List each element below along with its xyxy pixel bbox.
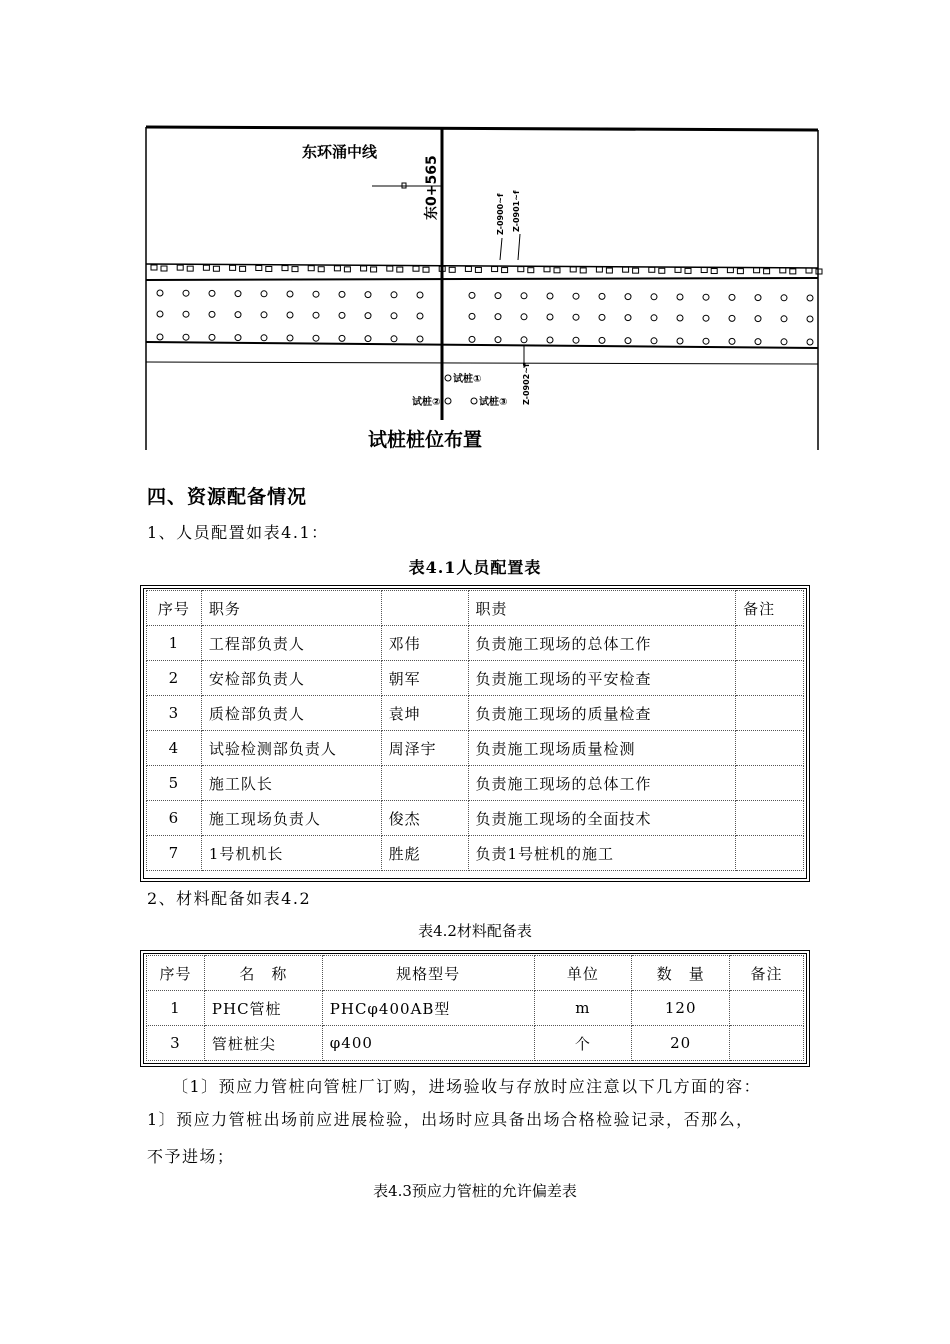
pile-circle-marker xyxy=(651,338,657,344)
pile-circle-marker xyxy=(729,294,735,300)
pile-circle-marker xyxy=(157,311,163,317)
table-cell xyxy=(736,626,804,661)
table3-caption: 表4.3预应力管桩的允许偏差表 xyxy=(373,1182,577,1200)
table-cell: 1 xyxy=(147,626,202,661)
pile-square-marker xyxy=(711,269,717,274)
pile-square-marker xyxy=(475,267,481,272)
pile-circle-marker xyxy=(417,313,423,319)
table-cell xyxy=(736,731,804,766)
pile-square-marker xyxy=(727,268,733,273)
pile-circle-marker xyxy=(703,338,709,344)
pile-circle-marker xyxy=(261,291,267,297)
table-row xyxy=(147,766,804,801)
table-cell: φ400 xyxy=(322,1026,534,1061)
pile-circle-marker xyxy=(365,292,371,298)
pile-markers xyxy=(151,265,822,345)
table-row xyxy=(147,1026,804,1061)
pile-square-marker xyxy=(387,266,393,271)
table-cell xyxy=(730,1026,804,1061)
pile-square-marker xyxy=(256,265,262,270)
table-cell: 4 xyxy=(147,731,202,766)
pile-circle-marker xyxy=(339,291,345,297)
pile-circle-marker xyxy=(755,339,761,345)
pile-square-marker xyxy=(292,267,298,272)
pile-square-marker xyxy=(737,269,743,274)
pile-circle-marker xyxy=(729,315,735,321)
label-leader-1 xyxy=(500,238,502,260)
pile-circle-marker xyxy=(599,293,605,299)
table-cell: 负责施工现场的总体工作 xyxy=(468,766,736,801)
pile-circle-marker xyxy=(677,315,683,321)
pile-square-marker xyxy=(816,269,822,274)
pile-circle-marker xyxy=(521,314,527,320)
pile-circle-marker xyxy=(183,334,189,340)
pile-circle-marker xyxy=(209,290,215,296)
pile-circle-marker xyxy=(495,293,501,299)
pile-circle-marker xyxy=(417,292,423,298)
pile-square-marker xyxy=(518,267,524,272)
table-cell xyxy=(736,766,804,801)
table2-header-cell: 序号 xyxy=(147,956,205,991)
pile-circle-marker xyxy=(729,338,735,344)
pile-square-marker xyxy=(764,269,770,274)
pile-square-marker xyxy=(606,268,612,273)
pile-square-marker xyxy=(449,267,455,272)
pile-circle-marker xyxy=(339,335,345,341)
pile-square-marker xyxy=(570,267,576,272)
pile-square-marker xyxy=(623,267,629,272)
pile-square-marker xyxy=(685,268,691,273)
pile-circle-marker xyxy=(677,338,683,344)
pile-circle-marker xyxy=(781,339,787,345)
table-row xyxy=(147,991,804,1026)
pile-square-marker xyxy=(308,266,314,271)
pile-circle-marker xyxy=(573,337,579,343)
pile-square-marker xyxy=(465,266,471,271)
band-line-top xyxy=(146,264,818,268)
pile-circle-marker xyxy=(547,337,553,343)
pile-square-marker xyxy=(151,265,157,270)
table-row xyxy=(147,731,804,766)
pile-circle-marker xyxy=(599,337,605,343)
pile-circle-marker xyxy=(157,334,163,340)
test-pile-2-marker xyxy=(445,398,451,404)
pile-circle-marker xyxy=(599,314,605,320)
test-pile-1-marker xyxy=(445,375,451,381)
pile-circle-marker xyxy=(183,311,189,317)
pile-circle-marker xyxy=(781,316,787,322)
pile-circle-marker xyxy=(521,293,527,299)
pile-square-marker xyxy=(790,269,796,274)
pile-circle-marker xyxy=(469,292,475,298)
pile-square-marker xyxy=(701,268,707,273)
table-cell xyxy=(736,696,804,731)
pile-square-marker xyxy=(675,267,681,272)
table-cell: 朝军 xyxy=(381,661,468,696)
pile-circle-marker xyxy=(807,295,813,301)
station-label: 东0+565 xyxy=(424,155,440,220)
pile-circle-marker xyxy=(235,291,241,297)
pile-square-marker xyxy=(230,265,236,270)
pile-circle-marker xyxy=(391,313,397,319)
table-cell: 负责施工现场的全面技术 xyxy=(468,801,736,836)
pile-circle-marker xyxy=(677,294,683,300)
pile-square-marker xyxy=(649,267,655,272)
para-inspection-cont: 不予进场； xyxy=(147,1147,235,1166)
pile-circle-marker xyxy=(625,338,631,344)
para-material: 2、材料配备如表4.2 xyxy=(147,889,312,908)
pile-circle-marker xyxy=(391,292,397,298)
table-cell: 负责1号桩机的施工 xyxy=(468,836,736,871)
pile-square-marker xyxy=(528,268,534,273)
pile-circle-marker xyxy=(755,295,761,301)
label-top-2: Z-0901~f xyxy=(512,190,521,232)
table-cell: 6 xyxy=(147,801,202,836)
pile-circle-marker xyxy=(495,314,501,320)
pile-circle-marker xyxy=(209,334,215,340)
pile-circle-marker xyxy=(703,315,709,321)
pile-circle-marker xyxy=(417,336,423,342)
pile-circle-marker xyxy=(339,312,345,318)
pile-circle-marker xyxy=(625,294,631,300)
pile-circle-marker xyxy=(287,291,293,297)
pile-circle-marker xyxy=(573,293,579,299)
pile-square-marker xyxy=(780,268,786,273)
table-cell: 管桩桩尖 xyxy=(204,1026,322,1061)
drawing-title: 试桩桩位布置 xyxy=(368,429,483,451)
table-cell: 1号机机长 xyxy=(201,836,381,871)
test-pile-2-label: 试桩② xyxy=(412,397,441,408)
pile-circle-marker xyxy=(209,311,215,317)
pile-circle-marker xyxy=(365,336,371,342)
pile-square-marker xyxy=(334,266,340,271)
pile-square-marker xyxy=(361,266,367,271)
table-cell: 施工队长 xyxy=(201,766,381,801)
pile-layout-drawing xyxy=(140,120,830,455)
pile-square-marker xyxy=(397,267,403,272)
pile-square-marker xyxy=(806,268,812,273)
table2-header-cell: 规格型号 xyxy=(322,956,534,991)
table-row xyxy=(147,661,804,696)
table-cell: PHCφ400AB型 xyxy=(322,991,534,1026)
table-cell: 1 xyxy=(147,991,205,1026)
table-cell: 负责施工现场的平安检查 xyxy=(468,661,736,696)
pile-square-marker xyxy=(580,268,586,273)
pile-square-marker xyxy=(240,266,246,271)
pile-circle-marker xyxy=(781,295,787,301)
pile-square-marker xyxy=(318,267,324,272)
table-cell: 3 xyxy=(147,1026,205,1061)
pile-circle-marker xyxy=(469,313,475,319)
table1-header-row xyxy=(147,591,804,626)
table1-header-cell: 备注 xyxy=(736,591,804,626)
table-cell: 负责施工现场的总体工作 xyxy=(468,626,736,661)
band-line-lower xyxy=(146,362,818,364)
pile-circle-marker xyxy=(651,315,657,321)
table-cell: 质检部负责人 xyxy=(201,696,381,731)
table1-header-cell: 职务 xyxy=(201,591,381,626)
para-personnel: 1、人员配置如表4.1： xyxy=(147,523,329,542)
label-top-1: Z-0900~f xyxy=(496,193,505,235)
table2-header-row xyxy=(147,956,804,991)
table-cell xyxy=(736,801,804,836)
pile-square-marker xyxy=(344,267,350,272)
pile-square-marker xyxy=(266,266,272,271)
table-cell xyxy=(736,661,804,696)
pile-square-marker xyxy=(502,268,508,273)
pile-circle-marker xyxy=(755,316,761,322)
table-cell: 施工现场负责人 xyxy=(201,801,381,836)
pile-circle-marker xyxy=(469,336,475,342)
pile-circle-marker xyxy=(547,293,553,299)
material-table xyxy=(146,955,804,1061)
pile-square-marker xyxy=(177,265,183,270)
pile-square-marker xyxy=(161,266,167,271)
pile-circle-marker xyxy=(365,313,371,319)
table-cell: PHC管桩 xyxy=(204,991,322,1026)
pile-square-marker xyxy=(754,268,760,273)
table-row xyxy=(147,801,804,836)
table-cell: 负责施工现场的质量检查 xyxy=(468,696,736,731)
pile-circle-marker xyxy=(261,335,267,341)
test-pile-3-label: 试桩③ xyxy=(479,397,508,408)
pile-square-marker xyxy=(282,266,288,271)
pile-circle-marker xyxy=(573,314,579,320)
pile-square-marker xyxy=(213,266,219,271)
table-cell: 俊杰 xyxy=(381,801,468,836)
table-cell: 试验检测部负责人 xyxy=(201,731,381,766)
pile-circle-marker xyxy=(313,291,319,297)
pile-circle-marker xyxy=(313,312,319,318)
band-line-second xyxy=(146,278,818,280)
table-cell: 胜彪 xyxy=(381,836,468,871)
table-cell xyxy=(736,836,804,871)
table-cell: 邓伟 xyxy=(381,626,468,661)
table1-header-cell: 职责 xyxy=(468,591,736,626)
table-cell xyxy=(381,766,468,801)
pile-circle-marker xyxy=(625,315,631,321)
pile-square-marker xyxy=(659,268,665,273)
label-leader-2 xyxy=(518,234,520,260)
pile-circle-marker xyxy=(287,335,293,341)
table-cell: 周泽宇 xyxy=(381,731,468,766)
table-cell: 7 xyxy=(147,836,202,871)
pile-circle-marker xyxy=(287,312,293,318)
table-cell: 安检部负责人 xyxy=(201,661,381,696)
pile-square-marker xyxy=(544,267,550,272)
table1-caption: 表4.1人员配置表 xyxy=(408,558,542,577)
table-cell: 5 xyxy=(147,766,202,801)
pile-circle-marker xyxy=(235,335,241,341)
table-row xyxy=(147,626,804,661)
personnel-table xyxy=(146,590,804,871)
pile-circle-marker xyxy=(391,336,397,342)
table2-header-cell: 名 称 xyxy=(204,956,322,991)
pile-layout-svg xyxy=(140,120,830,455)
pile-square-marker xyxy=(203,265,209,270)
table-cell: 袁坤 xyxy=(381,696,468,731)
para-order: 〔1〕预应力管桩向管桩厂订购，进场验收与存放时应注意以下几方面的容： xyxy=(172,1077,762,1096)
pile-circle-marker xyxy=(651,294,657,300)
top-border-line xyxy=(146,127,818,130)
table-cell: 2 xyxy=(147,661,202,696)
table-cell: m xyxy=(534,991,632,1026)
table-row xyxy=(147,836,804,871)
pile-circle-marker xyxy=(547,314,553,320)
table-cell xyxy=(730,991,804,1026)
pile-circle-marker xyxy=(495,337,501,343)
table-cell: 负责施工现场质量检测 xyxy=(468,731,736,766)
table-cell: 3 xyxy=(147,696,202,731)
pile-square-marker xyxy=(633,268,639,273)
pile-circle-marker xyxy=(313,335,319,341)
table2-header-cell: 备注 xyxy=(730,956,804,991)
table2-header-cell: 数 量 xyxy=(632,956,730,991)
pile-circle-marker xyxy=(157,290,163,296)
table1-header-cell: 序号 xyxy=(147,591,202,626)
test-pile-3-marker xyxy=(471,398,477,404)
section-heading: 四、资源配备情况 xyxy=(147,486,308,508)
pile-circle-marker xyxy=(807,339,813,345)
test-pile-1-label: 试桩① xyxy=(453,374,482,385)
table-cell: 个 xyxy=(534,1026,632,1061)
pile-square-marker xyxy=(596,267,602,272)
pile-circle-marker xyxy=(807,316,813,322)
pile-square-marker xyxy=(492,267,498,272)
pile-circle-marker xyxy=(703,294,709,300)
pile-circle-marker xyxy=(183,290,189,296)
label-bottom: Z-0902~f xyxy=(522,363,531,405)
table1-header-cell xyxy=(381,591,468,626)
table-cell: 120 xyxy=(632,991,730,1026)
table-row xyxy=(147,696,804,731)
band-line-bottom xyxy=(146,342,818,348)
table2-header-cell: 单位 xyxy=(534,956,632,991)
pile-square-marker xyxy=(423,267,429,272)
pile-circle-marker xyxy=(261,312,267,318)
pile-square-marker xyxy=(371,267,377,272)
table-cell: 工程部负责人 xyxy=(201,626,381,661)
table2-caption: 表4.2材料配备表 xyxy=(418,922,532,940)
pile-circle-marker xyxy=(521,337,527,343)
pile-square-marker xyxy=(187,266,193,271)
line-name-label: 东环涌中线 xyxy=(302,143,378,161)
table-cell: 20 xyxy=(632,1026,730,1061)
para-inspection: 1〕预应力管桩出场前应进展检验，出场时应具备出场合格检验记录，否那么， xyxy=(147,1110,754,1129)
pile-circle-marker xyxy=(235,312,241,318)
pile-square-marker xyxy=(413,266,419,271)
pile-square-marker xyxy=(554,268,560,273)
